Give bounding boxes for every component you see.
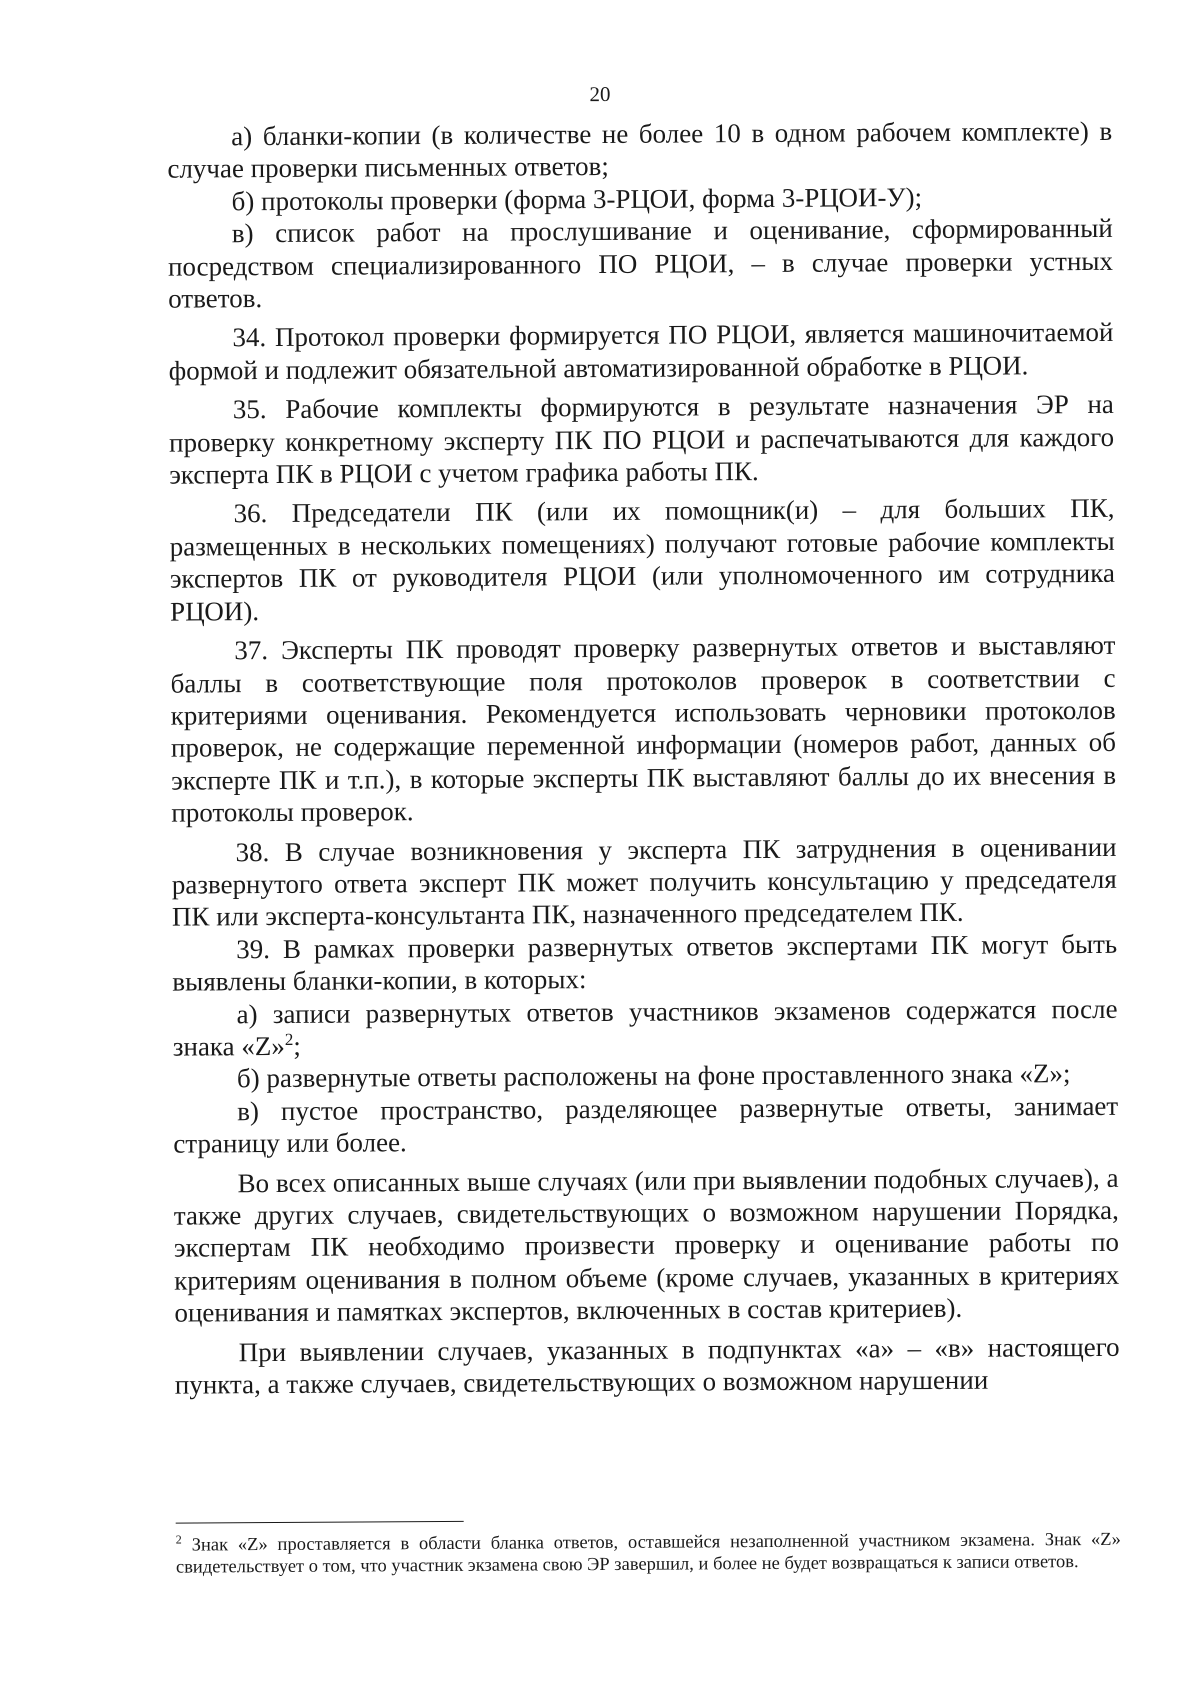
paragraph-37: 37. Эксперты ПК проводят проверку развернутых ответов и выставляют баллы в соответствующие поля протоколов проверок в соответствии с критериями оценивания. Рекомендуется использовать черновики протоколов проверок, не содержащие переменной информации (номеров работ, данных об эксперте ПК и т.п.), в которые эксперты ПК выставляют баллы до их внесения в протоколы проверок.	[170, 629, 1117, 828]
paragraph-33a: а) бланки-копии (в количестве не более 10 в одном рабочем комплекте) в случае проверки письменных ответов;	[167, 115, 1113, 185]
footnote	[176, 1529, 1121, 1579]
footnote-number: 2	[175, 1532, 182, 1547]
paragraph-38: 38. В случае возникновения у эксперта ПК затруднения в оценивании развернутого ответа эксперт ПК может получить консультацию у председателя ПК или эксперта-консультанта ПК, назначенного председателем ПК.	[171, 831, 1117, 932]
footnote-item	[176, 1529, 1121, 1579]
paragraph-34: 34. Протокол проверки формируется ПО РЦОИ, является машиночитаемой формой и подлежит обязательной автоматизированной обработке в РЦОИ.	[168, 317, 1114, 386]
page-number: 20	[589, 81, 611, 107]
footnote-reference[interactable]: 2	[284, 1029, 294, 1049]
paragraph-39e: При выявлении случаев, указанных в подпунктах «а» – «в» настоящего пункта, а также случаев, свидетельствующих о возможном нарушении	[174, 1331, 1120, 1400]
paragraph-39a-end: ;	[293, 1030, 301, 1061]
paragraph-39b: б) развернутые ответы расположены на фоне проставленного знака «Z»;	[236, 1058, 1071, 1094]
footnote-separator	[176, 1521, 464, 1524]
body-text	[167, 115, 1120, 1401]
paragraph-39a	[172, 992, 1117, 1063]
footnote-text: Знак «Z» проставляется в области бланка ответов, оставшейся незаполненной участником экзамена. Знак «Z» свидетельствует о том, что участник экзамена свою ЭР завершил, и более не будет возвращаться к записи ответов.	[175, 1529, 1121, 1578]
paragraph-39: 39. В рамках проверки развернутых ответов экспертами ПК могут быть выявлены бланки-копии, в которых:	[172, 928, 1118, 997]
paragraph-33b: б) протоколы проверки (форма 3-РЦОИ, форма 3-РЦОИ-У);	[231, 181, 923, 217]
paragraph-39d: Во всех описанных выше случаях (или при выявлении подобных случаев), а также других случаев, свидетельствующих о возможном нарушении Порядка, экспертам ПК необходимо произвести проверку и оценивание работы по критериям оценивания в полном объеме (кроме случаев, указанных в критериях оценивания и памятках экспертов, включенных в состав критериев).	[173, 1162, 1120, 1328]
paragraph-39a-text: а) записи развернутых ответов участников экзаменов содержатся после знака «Z»	[172, 993, 1118, 1062]
paragraph-33c: в) список работ на прослушивание и оценивание, сформированный посредством специализированного ПО РЦОИ, – в случае проверки устных ответов.	[167, 213, 1114, 314]
paragraph-36: 36. Председатели ПК (или их помощник(и) – для больших ПК, размещенных в нескольких помещениях) получают готовые рабочие комплекты экспертов ПК от руководителя РЦОИ (или уполномоченного им сотрудника РЦОИ).	[169, 493, 1115, 627]
paragraph-35: 35. Рабочие комплекты формируются в результате назначения ЭР на проверку конкретному эксперту ПК ПО РЦОИ и распечатываются для каждого эксперта ПК в РЦОИ с учетом графика работы ПК.	[168, 389, 1115, 490]
paragraph-39c: в) пустое пространство, разделяющее развернутые ответы, занимает страницу или более.	[173, 1090, 1119, 1159]
